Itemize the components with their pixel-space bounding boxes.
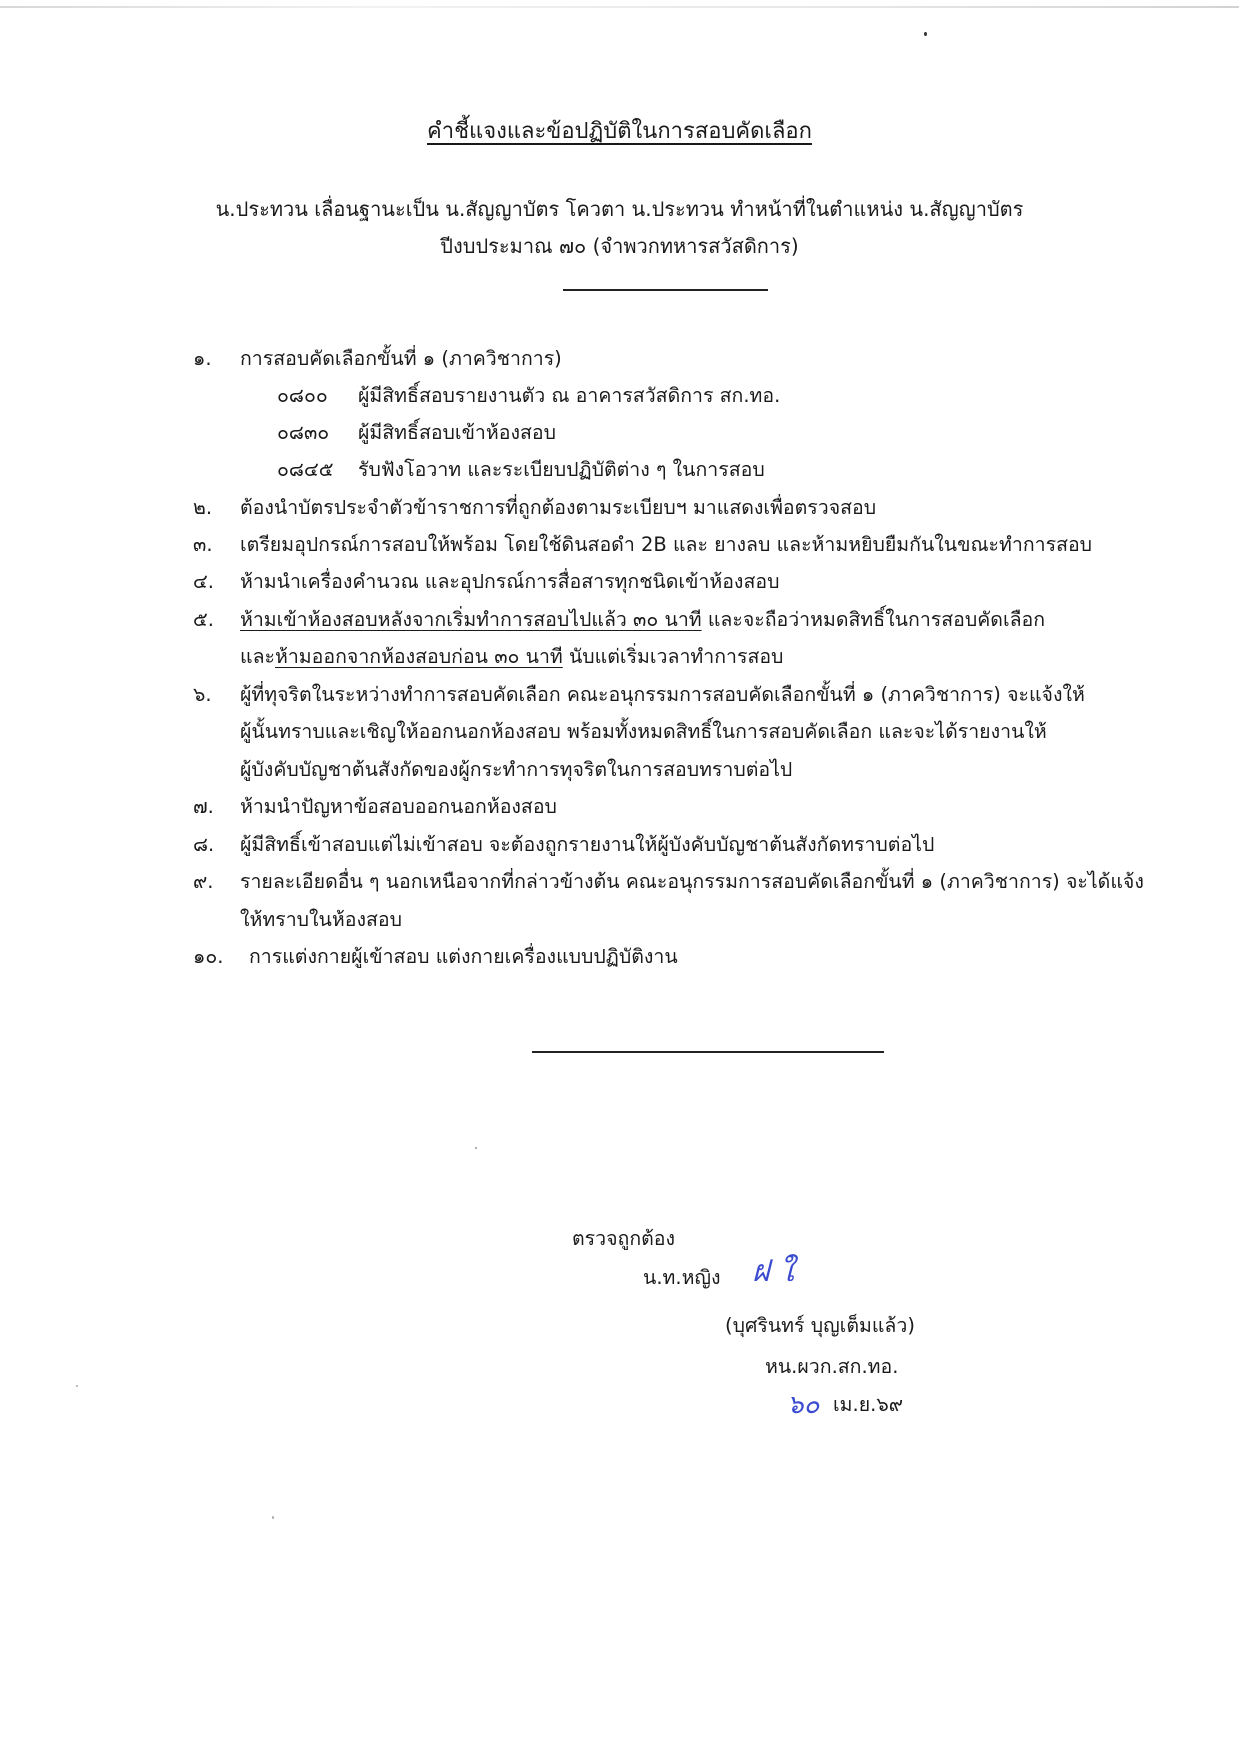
item-text: ผู้มีสิทธิ์เข้าสอบแต่ไม่เข้าสอบ จะต้องถูกรายงานให้ผู้บังคับบัญชาต้นสังกัดทราบต่อไป xyxy=(240,833,935,856)
title-divider xyxy=(563,289,768,291)
item-number: ๑๐. xyxy=(193,945,224,968)
schedule-time: ๐๘๔๕ xyxy=(277,458,334,481)
underlined-rule: ห้ามเข้าห้องสอบหลังจากเริ่มทำการสอบไปแล้ว ๓๐ นาที xyxy=(240,608,702,631)
subtitle-line-2: ปีงบประมาณ ๗๐ (จำพวกทหารสวัสดิการ) xyxy=(440,234,799,258)
schedule-time: ๐๘๓๐ xyxy=(277,421,330,444)
item-text: ห้ามนำปัญหาข้อสอบออกนอกห้องสอบ xyxy=(240,795,557,818)
subtitle-line-1: น.ประทวน เลื่อนฐานะเป็น น.สัญญาบัตร โควตา น.ประทวน ทำหน้าที่ในตำแหน่ง น.สัญญาบัตร xyxy=(215,197,1024,221)
item-text: ห้ามนำเครื่องคำนวณ และอุปกรณ์การสื่อสารทุกชนิดเข้าห้องสอบ xyxy=(240,570,780,593)
scan-speck xyxy=(272,1516,274,1519)
item-number: ๙. xyxy=(193,870,214,893)
item-text xyxy=(240,638,783,676)
rule-continuation: นับแต่เริ่มเวลาทำการสอบ xyxy=(562,645,784,668)
signer-name: (บุศรินทร์ บุญเต็มแล้ว) xyxy=(725,1314,915,1337)
rule-continuation: และจะถือว่าหมดสิทธิ์ในการสอบคัดเลือก xyxy=(701,608,1046,631)
signer-rank: น.ท.หญิง xyxy=(643,1266,721,1289)
verified-label: ตรวจถูกต้อง xyxy=(572,1227,676,1250)
rule-prefix: และ xyxy=(240,645,275,668)
scan-speck xyxy=(924,32,927,36)
handwritten-day: ๖๐ xyxy=(787,1390,820,1420)
end-divider xyxy=(532,1051,884,1053)
item-number: ๒. xyxy=(193,496,213,519)
schedule-text: รับฟังโอวาท และระเบียบปฏิบัติต่าง ๆ ในการสอบ xyxy=(358,458,765,481)
signer-position: หน.ผวก.สก.ทอ. xyxy=(765,1355,899,1378)
item-text: รายละเอียดอื่น ๆ นอกเหนือจากที่กล่าวข้างต้น คณะอนุกรรมการสอบคัดเลือกขั้นที่ ๑ (ภาควิชาการ) จะได้แจ้ง xyxy=(240,870,1144,893)
item-number: ๖. xyxy=(193,683,212,706)
document-title: คำชี้แจงและข้อปฏิบัติในการสอบคัดเลือก xyxy=(427,119,812,144)
scan-edge-line xyxy=(0,6,1239,8)
schedule-time: ๐๘๐๐ xyxy=(277,384,328,407)
item-text: ผู้บังคับบัญชาต้นสังกัดของผู้กระทำการทุจริตในการสอบทราบต่อไป xyxy=(240,758,793,781)
item-text: ให้ทราบในห้องสอบ xyxy=(240,908,402,931)
item-number: ๕. xyxy=(193,608,214,631)
item-text: ต้องนำบัตรประจำตัวข้าราชการที่ถูกต้องตามระเบียบฯ มาแสดงเพื่อตรวจสอบ xyxy=(240,496,877,519)
item-number: ๘. xyxy=(193,833,215,856)
item-text: ผู้นั้นทราบและเชิญให้ออกนอกห้องสอบ พร้อมทั้งหมดสิทธิ์ในการสอบคัดเลือก และจะได้รายงานให้ xyxy=(240,720,1047,743)
signature-date: เม.ย.๖๙ xyxy=(833,1393,904,1416)
item-text: การสอบคัดเลือกขั้นที่ ๑ (ภาควิชาการ) xyxy=(240,347,562,370)
scan-speck xyxy=(76,1385,78,1387)
item-number: ๗. xyxy=(193,795,214,818)
schedule-text: ผู้มีสิทธิ์สอบเข้าห้องสอบ xyxy=(358,421,556,444)
item-text: ผู้ที่ทุจริตในระหว่างทำการสอบคัดเลือก คณะอนุกรรมการสอบคัดเลือกขั้นที่ ๑ (ภาควิชาการ) จะแจ้งให้ xyxy=(240,683,1085,706)
item-number: ๔. xyxy=(193,570,214,593)
scan-speck xyxy=(475,1147,477,1149)
underlined-rule: ห้ามออกจากห้องสอบก่อน ๓๐ นาที xyxy=(275,645,563,668)
schedule-text: ผู้มีสิทธิ์สอบรายงานตัว ณ อาคารสวัสดิการ สก.ทอ. xyxy=(358,384,781,407)
item-text: การแต่งกายผู้เข้าสอบ แต่งกายเครื่องแบบปฏิบัติงาน xyxy=(249,945,678,968)
item-text xyxy=(240,601,1045,639)
item-number: ๓. xyxy=(193,533,213,556)
item-number: ๑. xyxy=(193,347,212,370)
handwritten-initials: ฝ ใ xyxy=(752,1254,794,1289)
item-text: เตรียมอุปกรณ์การสอบให้พร้อม โดยใช้ดินสอดำ 2B และ ยางลบ และห้ามหยิบยืมกันในขณะทำการสอบ xyxy=(240,533,1093,556)
